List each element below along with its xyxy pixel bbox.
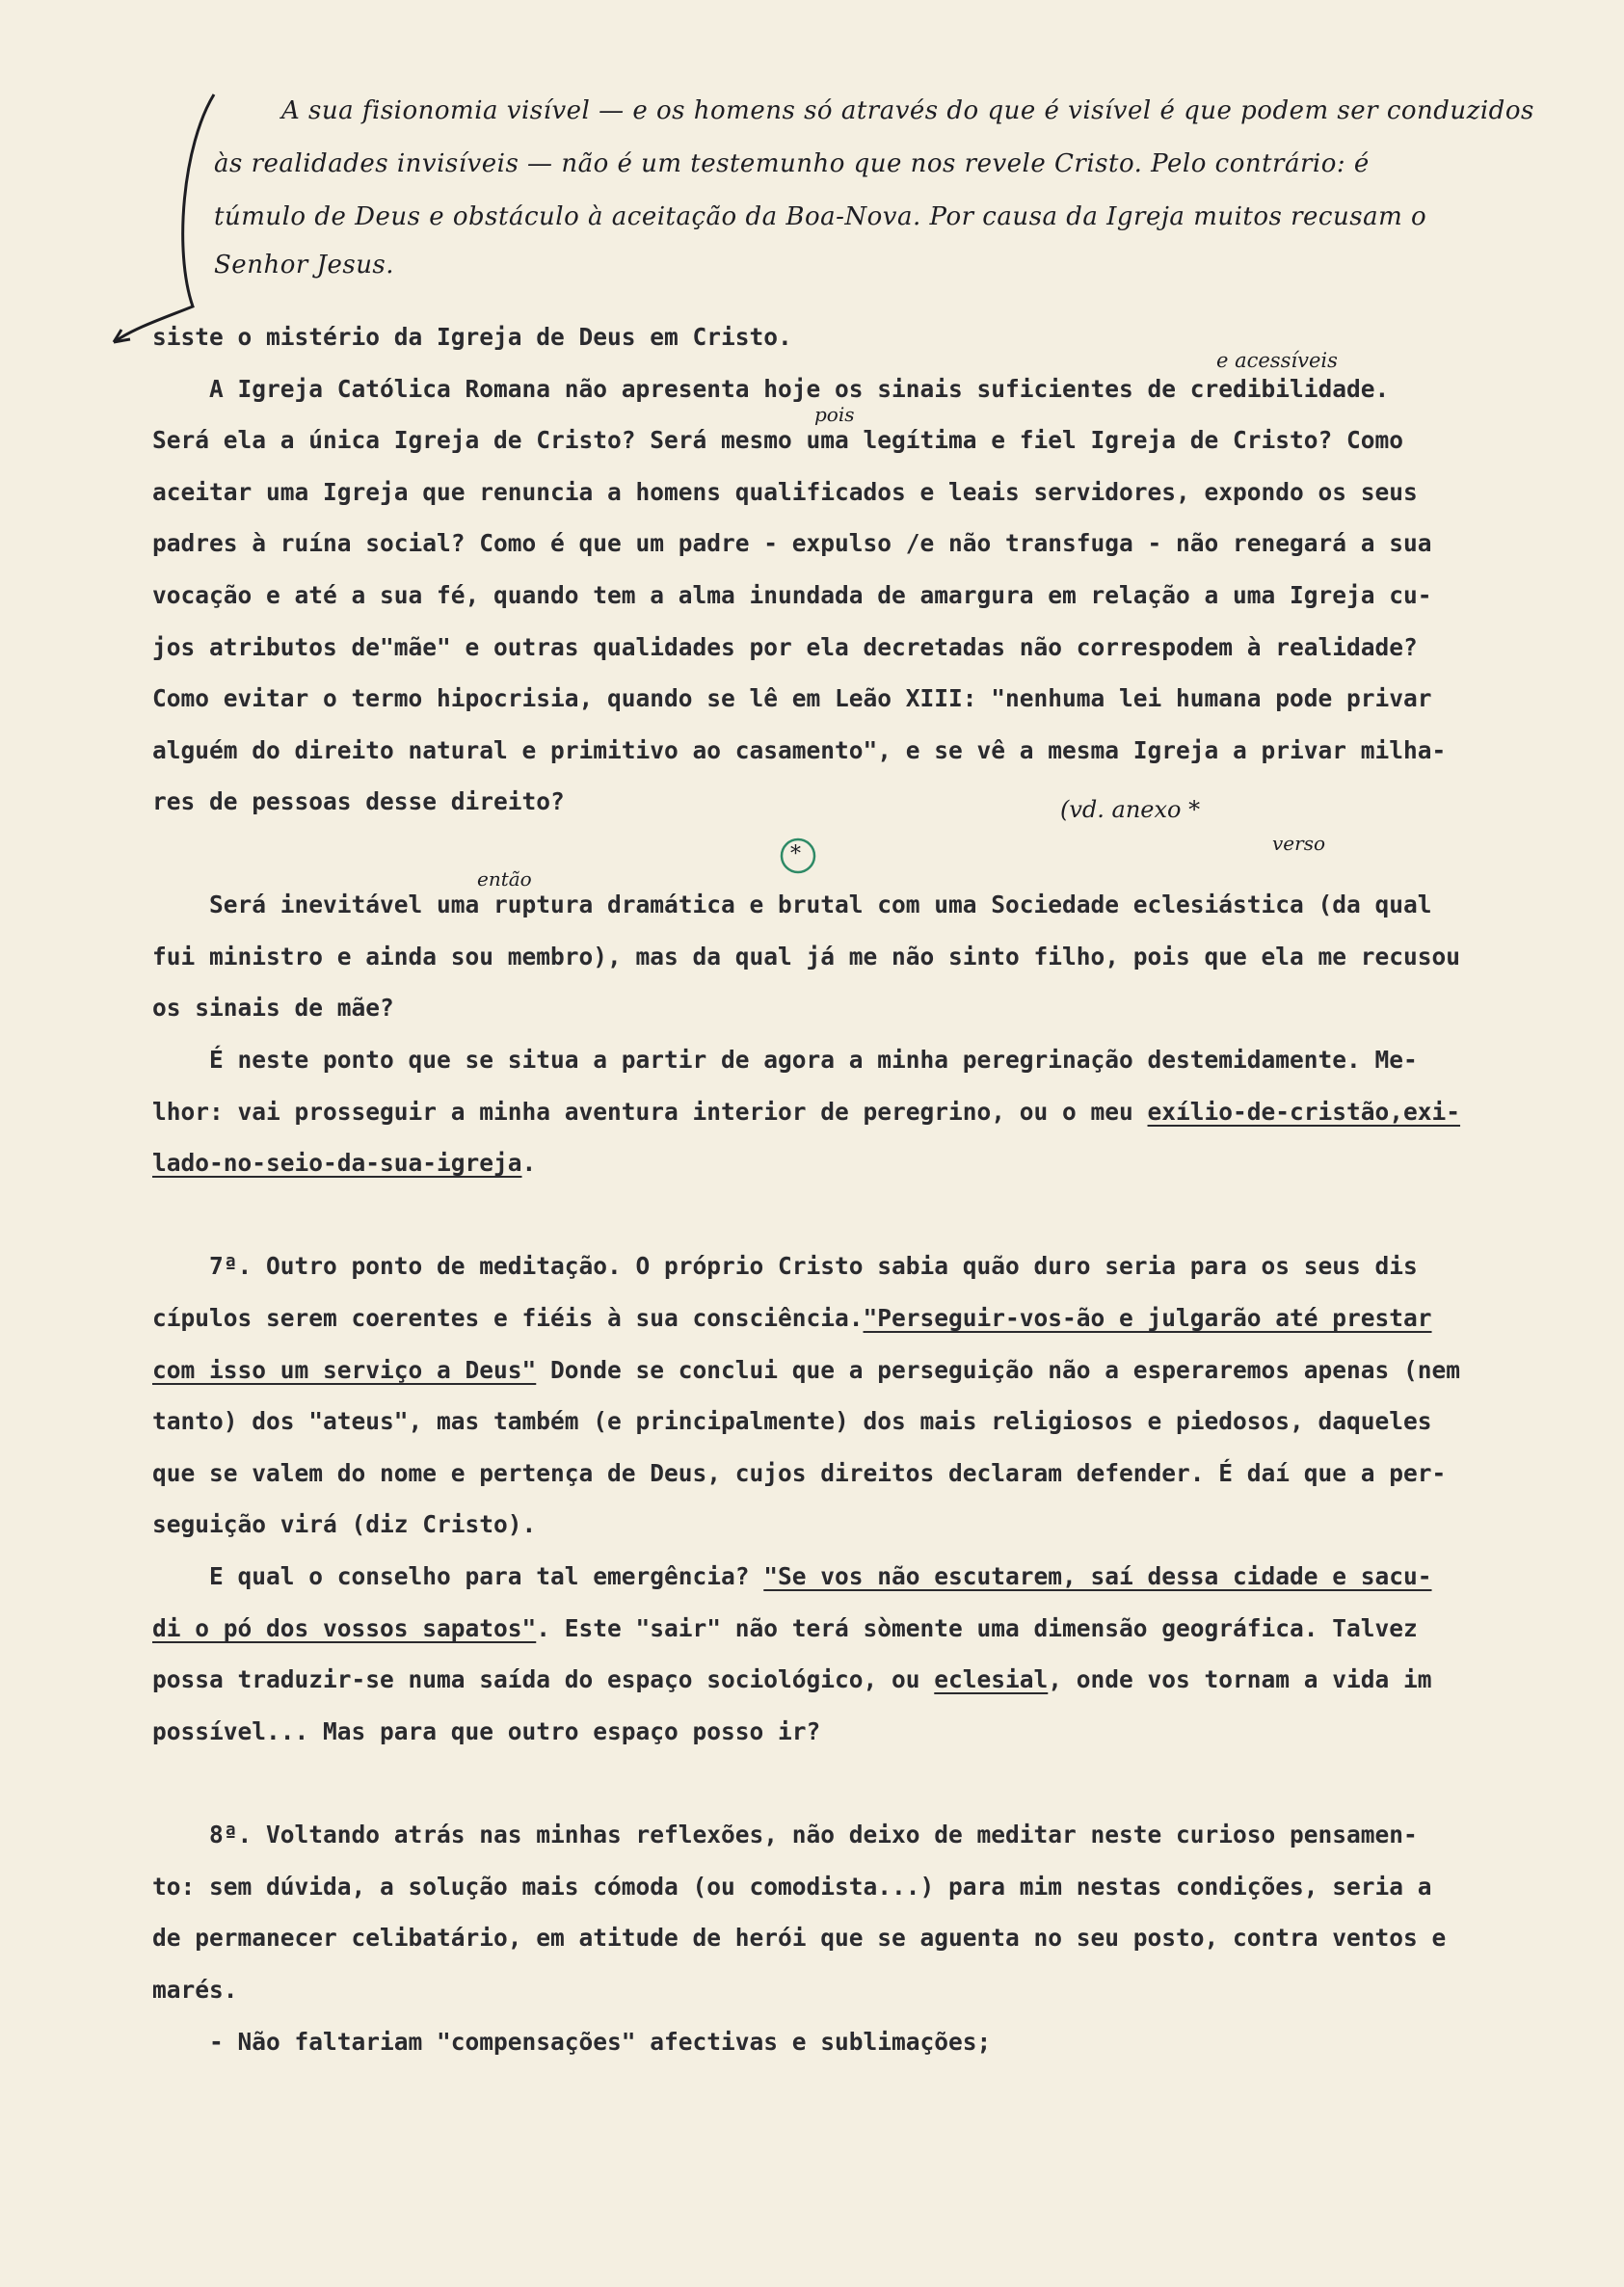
typed-line: siste o mistério da Igreja de Deus em Cristo. bbox=[152, 323, 792, 351]
annotation-anexo: (vd. anexo * bbox=[1060, 796, 1201, 823]
typed-line: de permanecer celibatário, em atitude de herói que se aguenta no seu posto, contra ventos e bbox=[152, 1924, 1447, 1952]
annotation-acessiveis: e acessíveis bbox=[1216, 349, 1338, 372]
typed-line: tanto) dos "ateus", mas também (e principalmente) dos mais religiosos e piedosos, daqueles bbox=[152, 1407, 1432, 1435]
typed-line bbox=[152, 1149, 1540, 1177]
typed-line: Será ela a única Igreja de Cristo? Será mesmo uma legítima e fiel Igreja de Cristo? Como bbox=[152, 426, 1404, 454]
typed-segment: lhor: vai prosseguir a minha aventura interior de peregrino, ou o meu bbox=[152, 1098, 1148, 1126]
annotation-pois: pois bbox=[814, 403, 855, 426]
typed-line: que se valem do nome e pertença de Deus, cujos direitos declaram defender. É daí que a per- bbox=[152, 1459, 1447, 1487]
typed-line bbox=[152, 1614, 1540, 1642]
annotation-asterisk: * bbox=[790, 842, 801, 866]
typed-line bbox=[152, 1098, 1540, 1126]
underlined-phrase: exílio-de-cristão,exi- bbox=[1147, 1098, 1461, 1126]
typed-line: os sinais de mãe? bbox=[152, 994, 394, 1022]
typed-line: possível... Mas para que outro espaço posso ir? bbox=[152, 1717, 821, 1745]
typed-line bbox=[152, 1304, 1540, 1332]
typed-segment: cípulos serem coerentes e fiéis à sua consciência. bbox=[152, 1304, 864, 1332]
typed-line: jos atributos de"mãe" e outras qualidades por ela decretadas não correspodem à realidade? bbox=[152, 633, 1418, 661]
typed-line: fui ministro e ainda sou membro), mas da qual já me não sinto filho, pois que ela me recusou bbox=[152, 943, 1461, 971]
annotation-entao: então bbox=[477, 867, 532, 891]
typed-line bbox=[152, 1356, 1540, 1384]
typed-line: Como evitar o termo hipocrisia, quando se lê em Leão XIII: "nenhuma lei humana pode privar bbox=[152, 684, 1432, 712]
handwritten-line: túmulo de Deus e obstáculo à aceitação da Boa-Nova. Por causa da Igreja muitos recusam o bbox=[214, 202, 1427, 231]
handwritten-line: às realidades invisíveis — não é um testemunho que nos revele Cristo. Pelo contrário: é bbox=[214, 149, 1370, 178]
handwritten-line: Senhor Jesus. bbox=[214, 251, 395, 279]
underlined-quote: "Perseguir-vos-ão e julgarão até prestar bbox=[863, 1304, 1432, 1332]
typed-line bbox=[152, 1562, 1540, 1590]
underlined-quote: "Se vos não escutarem, saí dessa cidade e sacu- bbox=[763, 1562, 1432, 1590]
handwritten-line: A sua fisionomia visível — e os homens só através do que é visível é que podem ser conduzidos bbox=[281, 96, 1534, 125]
typed-segment: possa traduzir-se numa saída do espaço sociológico, ou bbox=[152, 1665, 935, 1693]
underlined-word: eclesial bbox=[934, 1665, 1049, 1693]
typed-segment: Donde se conclui que a perseguição não a esperaremos apenas (nem bbox=[536, 1356, 1461, 1384]
typed-line: marés. bbox=[152, 1976, 238, 2004]
typed-line: to: sem dúvida, a solução mais cómoda (ou comodista...) para mim nestas condições, seria a bbox=[152, 1873, 1432, 1901]
typed-line: A Igreja Católica Romana não apresenta hoje os sinais suficientes de credibilidade. bbox=[152, 375, 1390, 403]
annotation-verso: verso bbox=[1272, 832, 1325, 855]
typed-line bbox=[152, 1665, 1540, 1693]
typed-line: alguém do direito natural e primitivo ao casamento", e se vê a mesma Igreja a privar milha- bbox=[152, 736, 1447, 764]
typed-line: res de pessoas desse direito? bbox=[152, 787, 565, 815]
typed-segment: E qual o conselho para tal emergência? bbox=[152, 1562, 764, 1590]
typed-line: Será inevitável uma ruptura dramática e brutal com uma Sociedade eclesiástica (da qual bbox=[152, 891, 1432, 918]
typed-line: seguição virá (diz Cristo). bbox=[152, 1510, 537, 1538]
underlined-quote: com isso um serviço a Deus" bbox=[152, 1356, 537, 1384]
typed-line: 8ª. Voltando atrás nas minhas reflexões, não deixo de meditar neste curioso pensamen- bbox=[152, 1821, 1418, 1848]
typed-segment: . Este "sair" não terá sòmente uma dimensão geográfica. Talvez bbox=[536, 1614, 1418, 1642]
typed-line: padres à ruína social? Como é que um padre - expulso /e não transfuga - não renegará a sua bbox=[152, 529, 1432, 557]
typed-line: vocação e até a sua fé, quando tem a alma inundada de amargura em relação a uma Igreja cu- bbox=[152, 581, 1432, 609]
typed-line: - Não faltariam "compensações" afectivas e sublimações; bbox=[152, 2028, 992, 2056]
typed-line: É neste ponto que se situa a partir de agora a minha peregrinação destemidamente. Me- bbox=[152, 1046, 1418, 1074]
typed-line: 7ª. Outro ponto de meditação. O próprio Cristo sabia quão duro seria para os seus dis bbox=[152, 1252, 1418, 1280]
typed-segment: , onde vos tornam a vida im bbox=[1048, 1665, 1432, 1693]
underlined-phrase: lado-no-seio-da-sua-igreja bbox=[152, 1149, 522, 1177]
typed-segment: . bbox=[521, 1149, 537, 1177]
typed-line: aceitar uma Igreja que renuncia a homens qualificados e leais servidores, expondo os seus bbox=[152, 478, 1418, 506]
underlined-quote: di o pó dos vossos sapatos" bbox=[152, 1614, 537, 1642]
